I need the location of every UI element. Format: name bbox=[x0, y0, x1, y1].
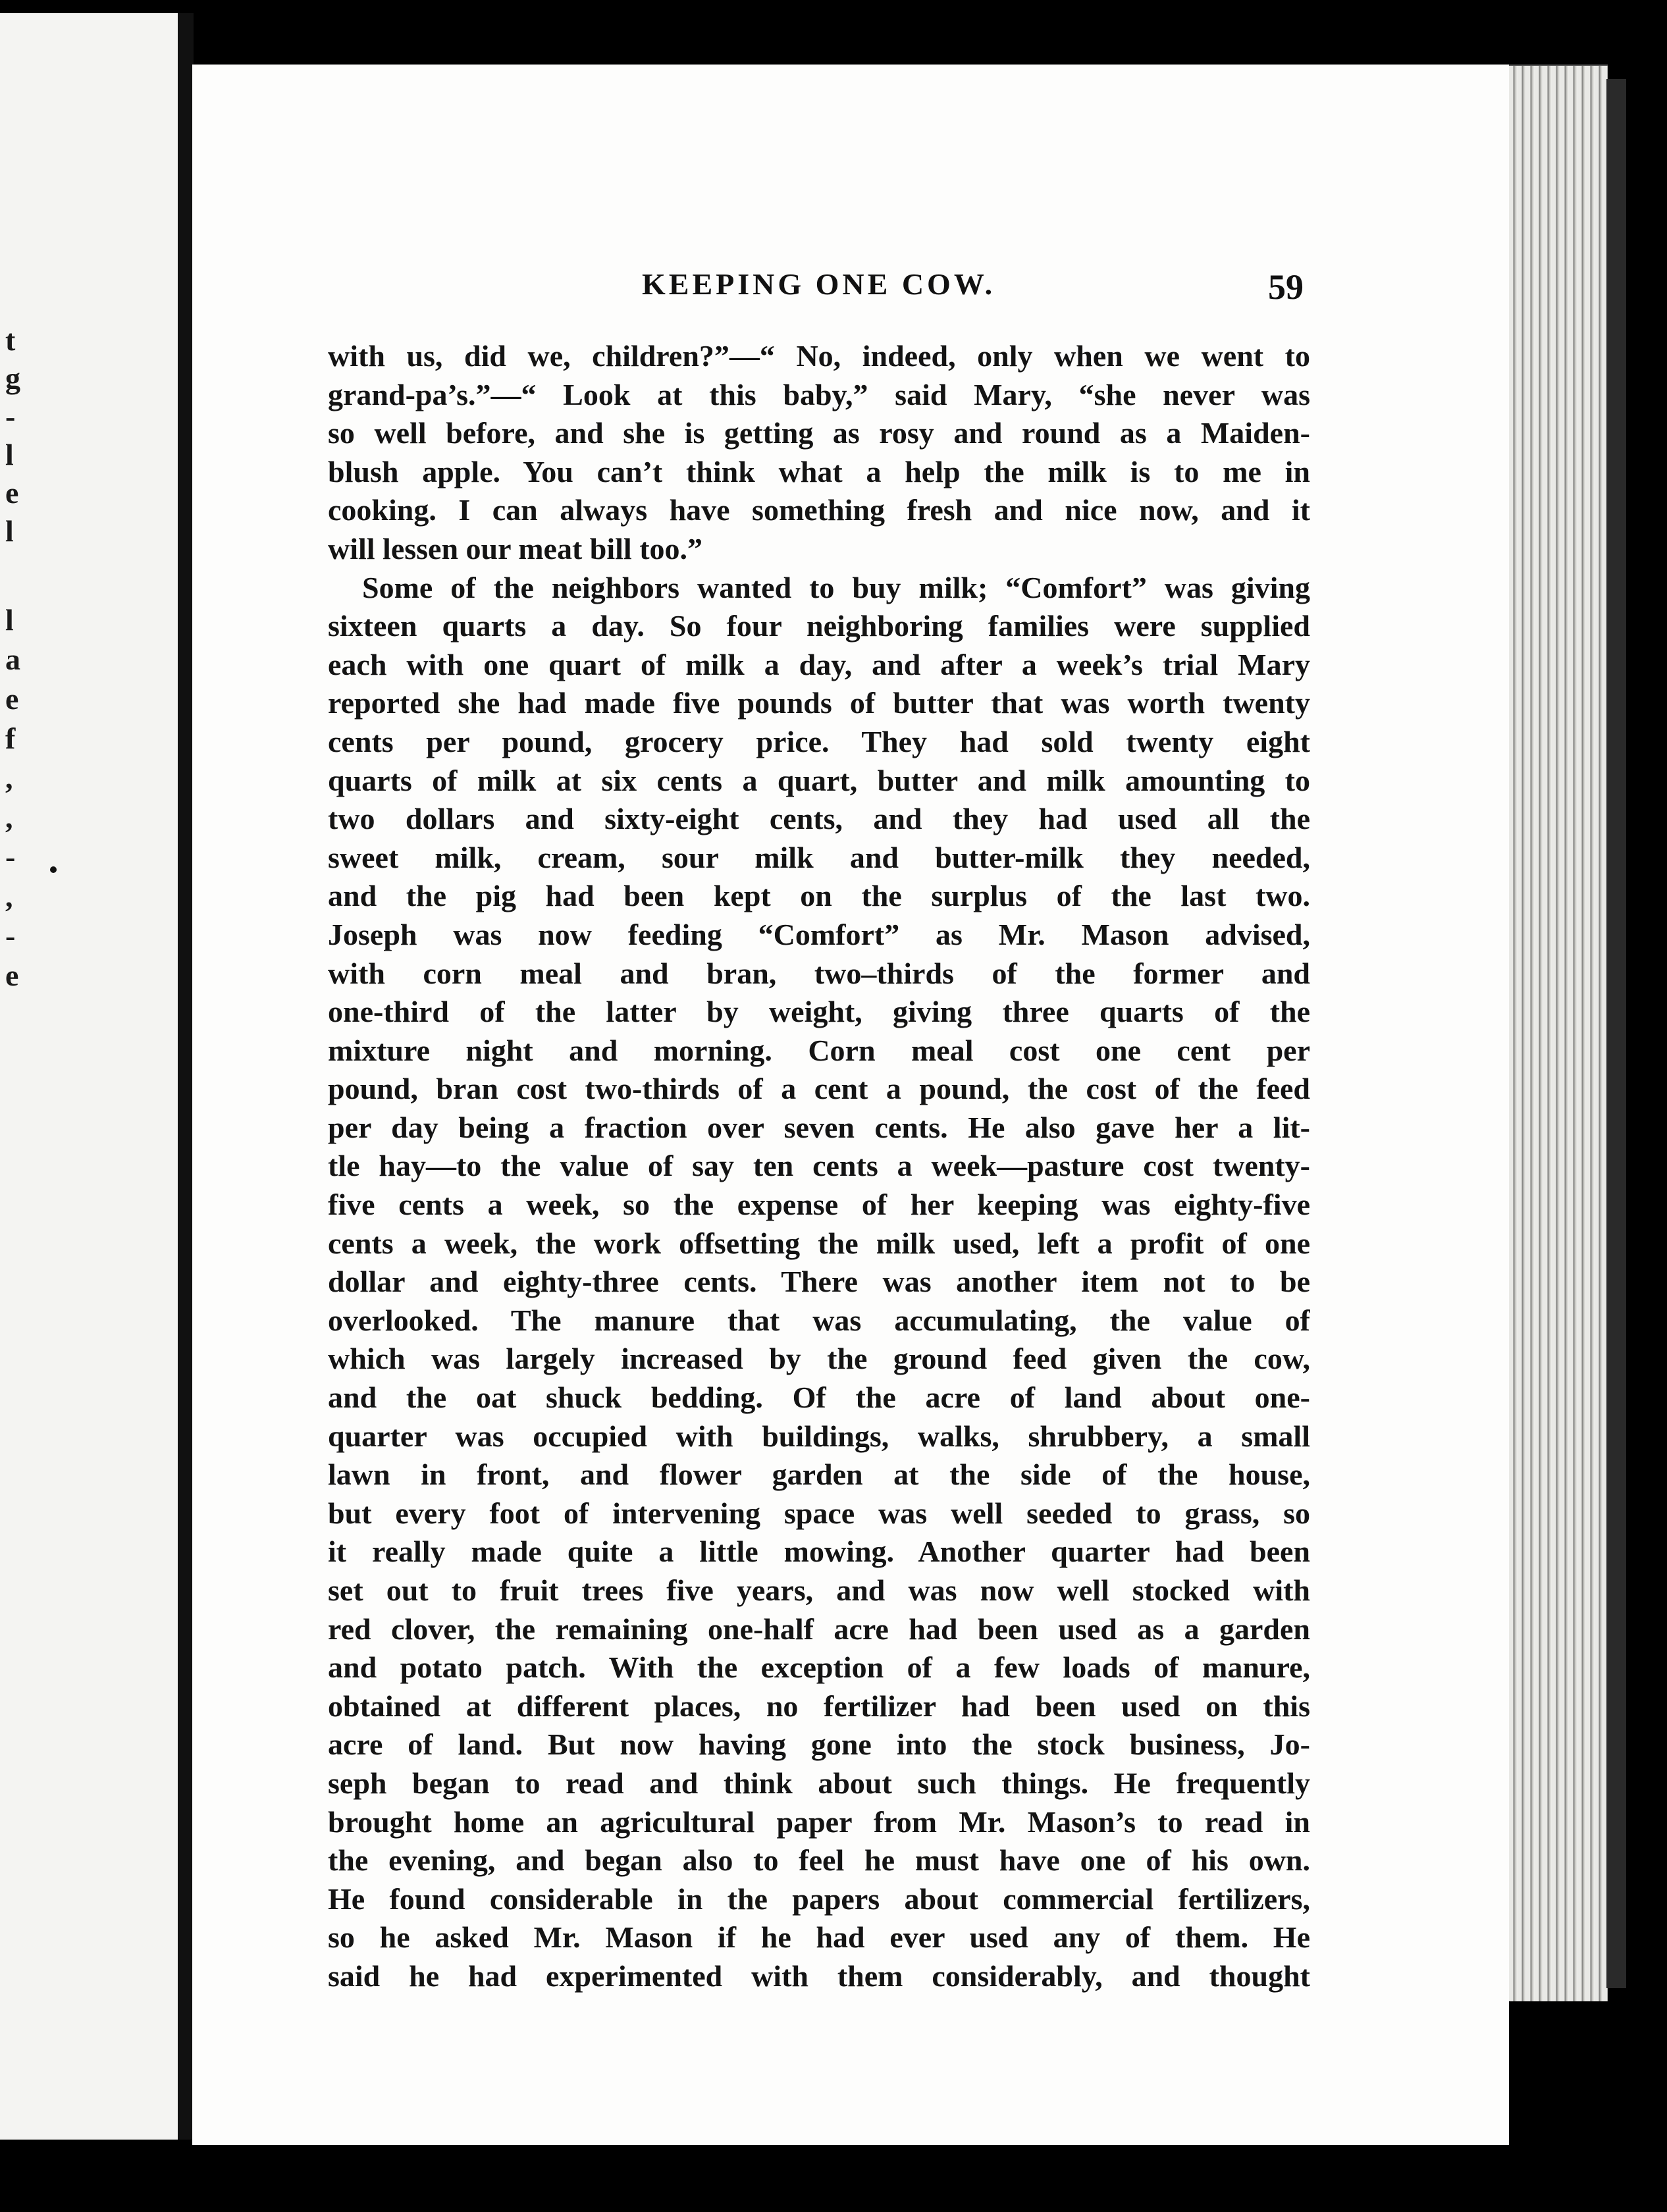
text-line: tle hay—to the value of say ten cents a week—pasture cost twenty- bbox=[328, 1149, 1310, 1183]
text-line: with corn meal and bran, two–thirds of the former and bbox=[328, 956, 1310, 990]
text-line: pound, bran cost two-thirds of a cent a pound, the cost of the feed bbox=[328, 1072, 1310, 1106]
text-line: reported she had made five pounds of butter that was worth twenty bbox=[328, 686, 1310, 720]
facing-page-glyph: - bbox=[5, 400, 16, 433]
text-line: quarts of milk at six cents a quart, butter and milk amounting to bbox=[328, 763, 1310, 797]
text-line: which was largely increased by the ground feed given the cow, bbox=[328, 1342, 1310, 1376]
page-number: 59 bbox=[1268, 267, 1304, 307]
facing-page-glyph: l bbox=[5, 603, 14, 637]
facing-page-glyph: - bbox=[5, 840, 16, 874]
text-line: red clover, the remaining one-half acre had been used as a garden bbox=[328, 1612, 1310, 1646]
body-text bbox=[328, 337, 1310, 1996]
text-line: one-third of the latter by weight, giving three quarts of the bbox=[328, 995, 1310, 1029]
text-line: each with one quart of milk a day, and after a week’s trial Mary bbox=[328, 647, 1310, 681]
facing-page-glyph: l bbox=[5, 514, 14, 548]
text-line: sweet milk, cream, sour milk and butter-milk they needed, bbox=[328, 840, 1310, 874]
facing-page-glyph: g bbox=[5, 361, 20, 395]
text-line: blush apple. You can’t think what a help the milk is to me in bbox=[328, 454, 1310, 488]
text-line: so well before, and she is getting as rosy and round as a Maiden- bbox=[328, 416, 1310, 450]
facing-page-glyph: - bbox=[5, 919, 16, 953]
text-line: acre of land. But now having gone into the stock business, Jo- bbox=[328, 1727, 1310, 1762]
facing-page-edge bbox=[0, 13, 182, 2140]
text-line: and the oat shuck bedding. Of the acre of land about one- bbox=[328, 1381, 1310, 1415]
text-line: set out to fruit trees five years, and was now well stocked with bbox=[328, 1573, 1310, 1607]
text-line: with us, did we, children?”—“ No, indeed, only when we went to bbox=[328, 339, 1310, 373]
text-line: sixteen quarts a day. So four neighboring families were supplied bbox=[328, 609, 1310, 643]
text-line: Some of the neighbors wanted to buy milk; “Comfort” was giving bbox=[362, 570, 1310, 604]
text-line: the evening, and began also to feel he must have one of his own. bbox=[328, 1843, 1310, 1878]
facing-page-glyph: , bbox=[5, 880, 13, 913]
text-line: overlooked. The manure that was accumulating, the value of bbox=[328, 1303, 1310, 1337]
text-line: but every foot of intervening space was well seeded to grass, so bbox=[328, 1496, 1310, 1530]
facing-page-glyph: , bbox=[5, 761, 13, 795]
text-line: mixture night and morning. Corn meal cost one cent per bbox=[328, 1033, 1310, 1067]
text-line: will lessen our meat bill too.” bbox=[328, 531, 703, 566]
text-line: it really made quite a little mowing. Another quarter had been bbox=[328, 1535, 1310, 1569]
page-stack-edges bbox=[1509, 65, 1608, 2001]
facing-page-glyph: , bbox=[5, 801, 13, 834]
text-line: grand-pa’s.”—“ Look at this baby,” said Mary, “she never was bbox=[328, 377, 1310, 411]
text-line: so he asked Mr. Mason if he had ever used any of them. He bbox=[328, 1920, 1310, 1955]
text-line: cents per pound, grocery price. They had sold twenty eight bbox=[328, 724, 1310, 758]
facing-page-glyph: l bbox=[5, 438, 14, 471]
text-line: dollar and eighty-three cents. There was another item not to be bbox=[328, 1265, 1310, 1299]
text-line: Joseph was now feeding “Comfort” as Mr. Mason advised, bbox=[328, 917, 1310, 951]
text-line: brought home an agricultural paper from Mr. Mason’s to read in bbox=[328, 1804, 1310, 1839]
text-line: obtained at different places, no fertilizer had been used on this bbox=[328, 1689, 1310, 1723]
text-line: two dollars and sixty-eight cents, and they had used all the bbox=[328, 802, 1310, 836]
text-line: and potato patch. With the exception of a few loads of manure, bbox=[328, 1650, 1310, 1685]
text-line: He found considerable in the papers about commercial fertilizers, bbox=[328, 1882, 1310, 1916]
text-line: said he had experimented with them considerably, and thought bbox=[328, 1959, 1310, 1993]
facing-page-glyph: e bbox=[5, 959, 19, 992]
text-line: seph began to read and think about such things. He frequently bbox=[328, 1766, 1310, 1800]
facing-page-glyph: f bbox=[5, 722, 16, 755]
text-line: quarter was occupied with buildings, walks, shrubbery, a small bbox=[328, 1419, 1310, 1453]
text-line: per day being a fraction over seven cents. He also gave her a lit- bbox=[328, 1110, 1310, 1144]
text-line: cents a week, the work offsetting the milk used, left a profit of one bbox=[328, 1226, 1310, 1260]
page-stack-shadow bbox=[1606, 79, 1626, 1988]
facing-page-glyph: e bbox=[5, 682, 19, 716]
text-line: five cents a week, so the expense of her keeping was eighty-five bbox=[328, 1188, 1310, 1222]
text-line: and the pig had been kept on the surplus of the last two. bbox=[328, 879, 1310, 913]
facing-page-glyph: t bbox=[5, 323, 16, 357]
ink-speck bbox=[50, 866, 57, 873]
text-line: cooking. I can always have something fresh and nice now, and it bbox=[328, 493, 1310, 527]
text-line: lawn in front, and flower garden at the side of the house, bbox=[328, 1458, 1310, 1492]
book-gutter bbox=[178, 13, 194, 2140]
facing-page-glyph: a bbox=[5, 643, 20, 676]
facing-page-glyph: e bbox=[5, 476, 19, 510]
running-head: KEEPING ONE COW. bbox=[642, 267, 996, 301]
